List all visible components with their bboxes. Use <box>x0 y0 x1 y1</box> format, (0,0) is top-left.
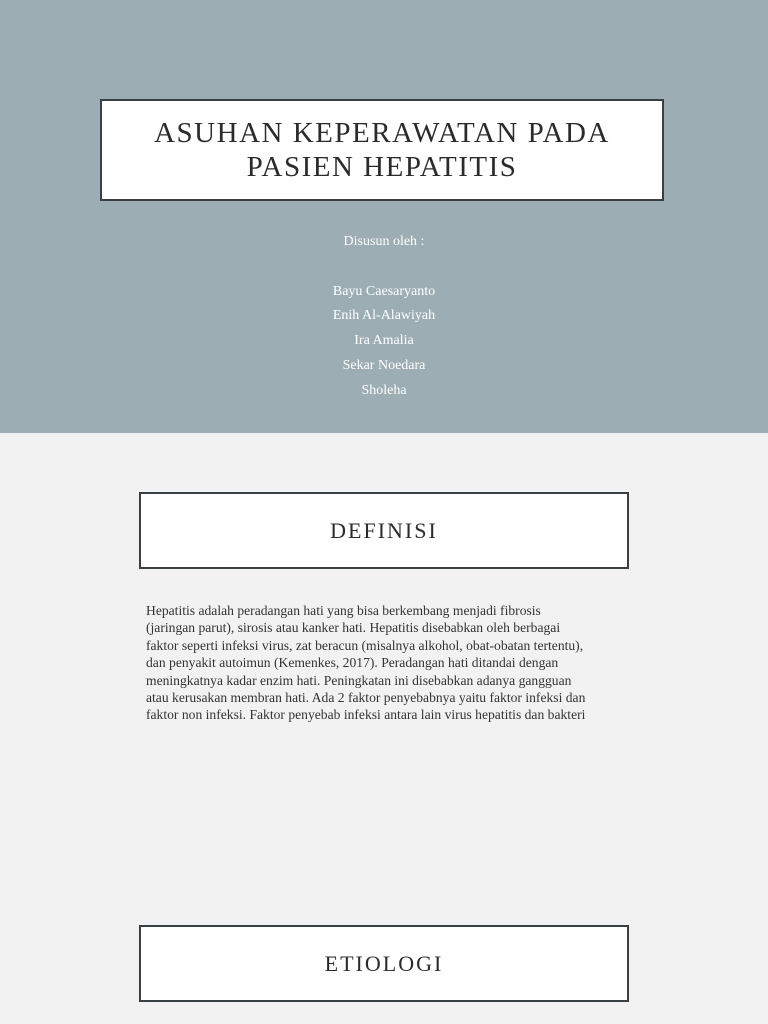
title-box <box>100 99 664 201</box>
paragraph-line: atau kerusakan membran hati. Ada 2 faktor penyebabnya yaitu faktor infeksi dan <box>146 690 586 706</box>
paragraph-line: Hepatitis adalah peradangan hati yang bisa berkembang menjadi fibrosis <box>146 603 541 618</box>
page-title: ASUHAN KEPERAWATAN PADA PASIEN HEPATITIS <box>154 117 610 183</box>
definisi-paragraph <box>146 602 616 724</box>
paragraph-line: dan penyakit autoimun (Kemenkes, 2017). Peradangan hati ditandai dengan <box>146 655 559 671</box>
prepared-by-label: Disusun oleh : <box>343 234 425 249</box>
cover-slide <box>0 0 768 433</box>
author-list <box>0 230 768 404</box>
etiologi-heading-box <box>139 925 629 1002</box>
paragraph-line: faktor non infeksi. Faktor penyebab infeksi antara lain virus hepatitis dan bakteri <box>146 707 586 723</box>
author-name: Sholeha <box>361 382 407 398</box>
author-name: Enih Al-Alawiyah <box>332 308 436 324</box>
definisi-heading-box <box>139 492 629 569</box>
paragraph-line: meningkatnya kadar enzim hati. Peningkatan ini disebabkan adanya gangguan <box>146 672 572 688</box>
author-name: Ira Amalia <box>354 333 414 349</box>
paragraph-line: faktor seperti infeksi virus, zat beracun (misalnya alkohol, obat-obatan tertentu), <box>146 637 584 653</box>
paragraph-line: (jaringan parut), sirosis atau kanker hati. Hepatitis disebabkan oleh berbagai <box>146 620 561 636</box>
etiologi-heading: ETIOLOGI <box>324 950 444 976</box>
definisi-heading: DEFINISI <box>330 517 438 543</box>
author-name: Bayu Caesaryanto <box>332 283 436 299</box>
author-name: Sekar Noedara <box>342 357 426 373</box>
